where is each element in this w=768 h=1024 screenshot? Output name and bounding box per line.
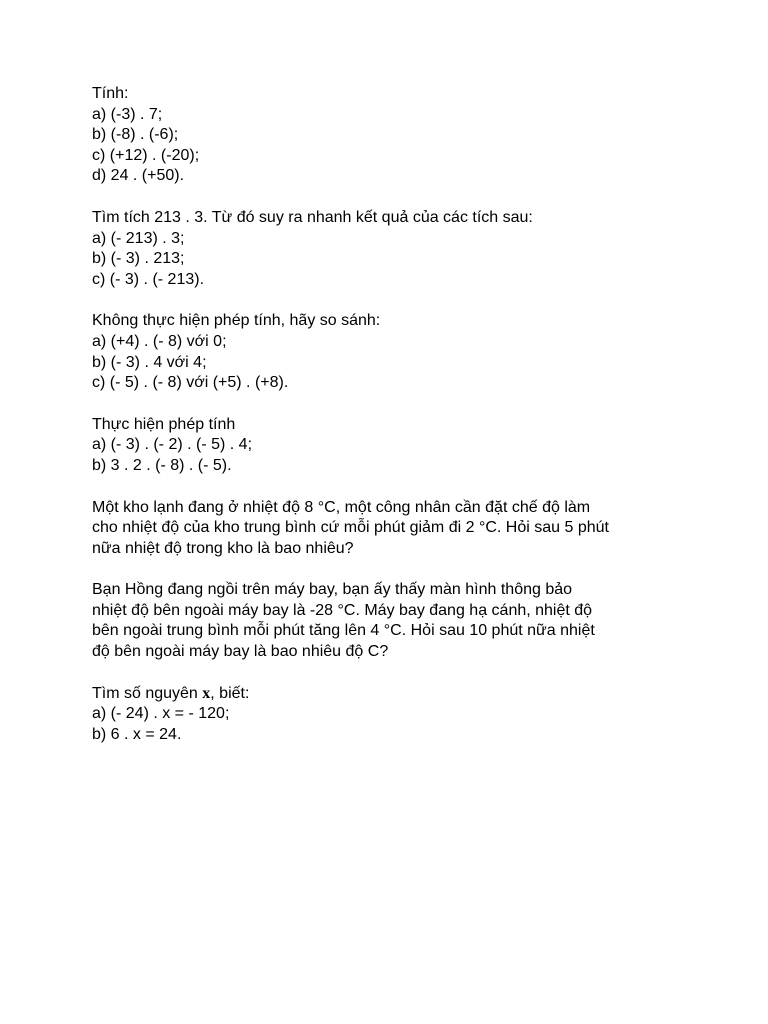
exercise-line: c) (- 5) . (- 8) với (+5) . (+8). xyxy=(92,374,289,392)
exercise-line: a) (- 3) . (- 2) . (- 5) . 4; xyxy=(92,436,253,454)
exercise-list xyxy=(92,84,712,766)
exercise-line: c) (- 3) . (- 213). xyxy=(92,270,205,288)
exercise-line: Bạn Hồng đang ngồi trên máy bay, bạn ấy thấy màn hình thông bảo xyxy=(92,581,573,599)
exercise-line: Tính: xyxy=(92,85,129,102)
exercise-line: bên ngoài trung bình mỗi phút tăng lên 4 °C. Hỏi sau 10 phút nữa nhiệt xyxy=(92,622,595,640)
exercise-line: c) (+12) . (-20); xyxy=(92,146,200,164)
exercise-line: Tìm tích 213 . 3. Từ đó suy ra nhanh kết quả của các tích sau: xyxy=(92,208,533,226)
exercise-line: b) (- 3) . 213; xyxy=(92,250,185,268)
exercise-1 xyxy=(92,84,712,187)
exercise-3 xyxy=(92,311,712,393)
exercise-line: a) (- 213) . 3; xyxy=(92,229,185,247)
exercise-line: b) 3 . 2 . (- 8) . (- 5). xyxy=(92,456,232,474)
exercise-line: nhiệt độ bên ngoài máy bay là -28 °C. Máy bay đang hạ cánh, nhiệt độ xyxy=(92,601,593,619)
heading-text-after: , biết: xyxy=(210,684,250,702)
exercise-7 xyxy=(92,684,712,746)
exercise-line: b) 6 . x = 24. xyxy=(92,725,182,743)
exercise-line: Thực hiện phép tính xyxy=(92,415,236,433)
exercise-line: độ bên ngoài máy bay là bao nhiêu độ C? xyxy=(92,643,389,661)
exercise-heading xyxy=(92,684,712,705)
exercise-line: a) (+4) . (- 8) với 0; xyxy=(92,332,227,350)
variable-x: x xyxy=(202,684,211,702)
exercise-line: nữa nhiệt độ trong kho là bao nhiêu? xyxy=(92,539,354,557)
exercise-4 xyxy=(92,415,712,477)
exercise-line: Một kho lạnh đang ở nhiệt độ 8 °C, một công nhân cần đặt chế độ làm xyxy=(92,498,591,516)
exercise-line: b) (- 3) . 4 với 4; xyxy=(92,353,207,371)
exercise-line: cho nhiệt độ của kho trung bình cứ mỗi phút giảm đi 2 °C. Hỏi sau 5 phút xyxy=(92,519,609,537)
heading-text-before: Tìm số nguyên xyxy=(92,684,203,702)
exercise-line: Không thực hiện phép tính, hãy so sánh: xyxy=(92,312,381,330)
exercise-line: d) 24 . (+50). xyxy=(92,167,185,185)
exercise-line: b) (-8) . (-6); xyxy=(92,126,179,144)
exercise-2 xyxy=(92,208,712,290)
exercise-6 xyxy=(92,580,712,662)
exercise-line: a) (-3) . 7; xyxy=(92,105,163,123)
exercise-line: a) (- 24) . x = - 120; xyxy=(92,705,230,723)
exercise-5 xyxy=(92,498,712,560)
